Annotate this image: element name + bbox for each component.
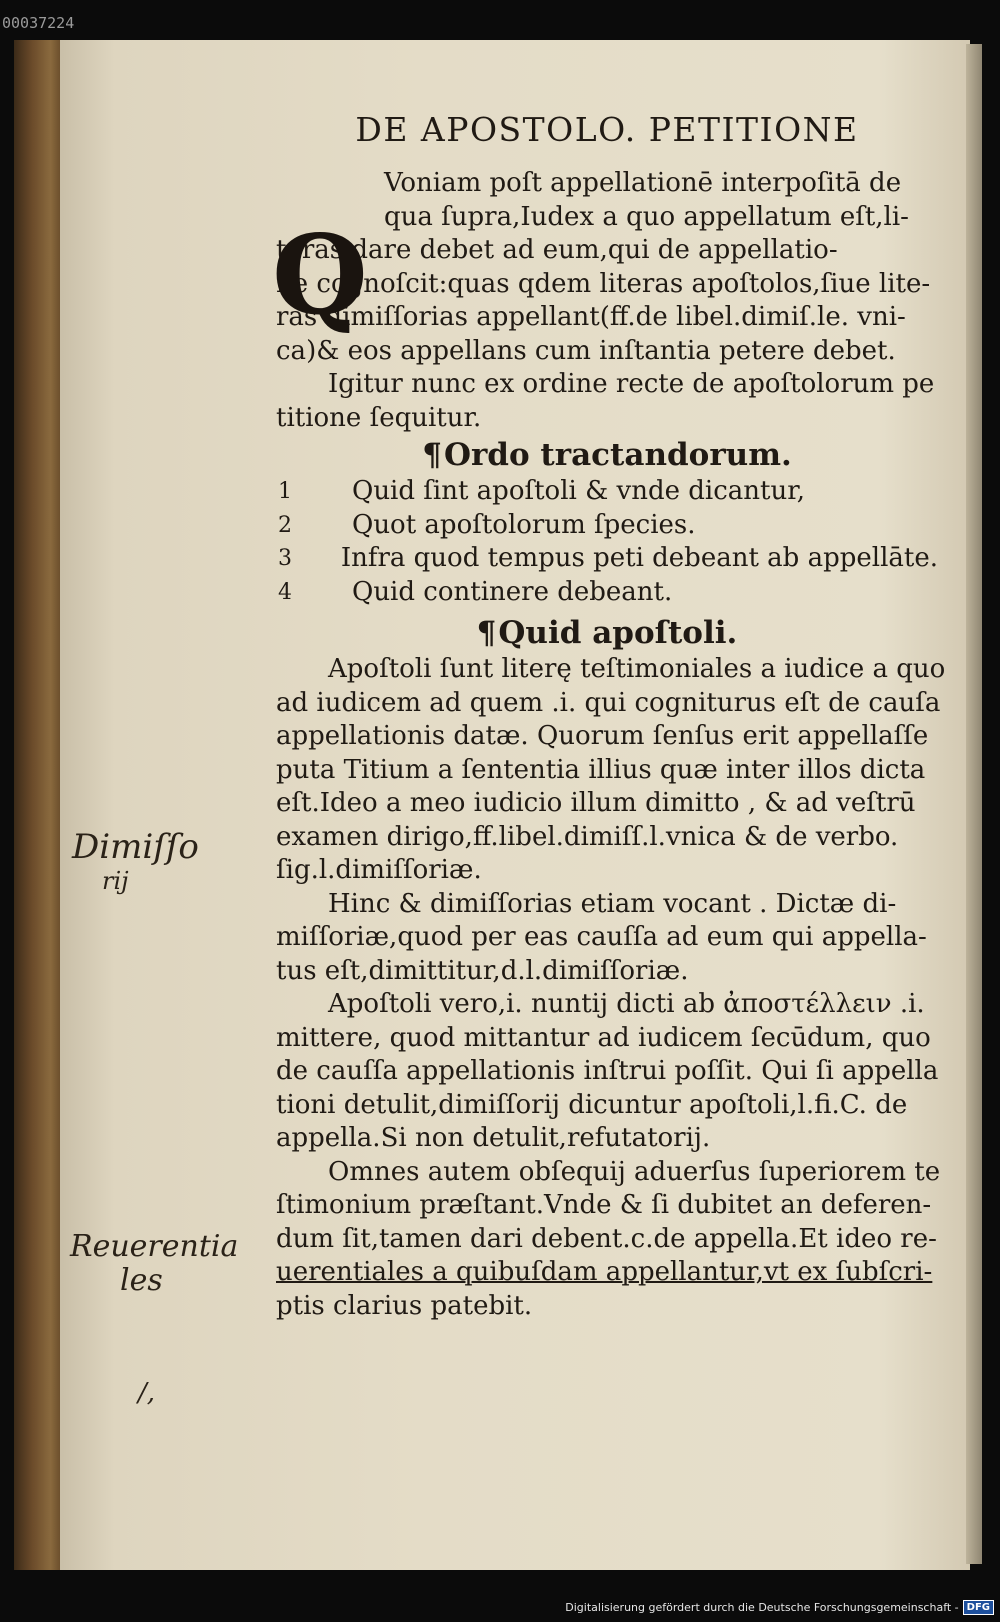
text-line: ne cognoſcit:quas qdem literas apoſtolos,ſiue lite-: [276, 268, 931, 299]
text-line: appellationis datæ. Quorum ſenſus erit appellaſſe: [276, 721, 929, 751]
paragraph-apostoli-vero: [276, 988, 938, 1156]
section-title-ordo: [276, 437, 938, 473]
text-line: Omnes autem obſequij aduerſus ſuperiorem te: [328, 1156, 941, 1187]
text-line: ptis clarius patebit.: [276, 1290, 533, 1321]
toc-item: [276, 576, 938, 610]
toc-number: 3: [278, 546, 292, 571]
text-line: mittere, quod mittantur ad iudicem ſecūdum, quo: [276, 1022, 931, 1053]
text-line: ſig.l.dimiſſoriæ.: [276, 855, 482, 885]
text-line: qua ſupra,Iudex a quo appellatum eſt,li-: [384, 201, 909, 232]
margin-note-dimissorii: [72, 827, 199, 898]
text-line: ad iudicem ad quem .i. qui cogniturus eſt de cauſa: [276, 687, 941, 718]
paragraph-omnes: [276, 1156, 941, 1324]
text-line: tus eſt,dimittitur,d.l.dimiſſoriæ.: [276, 955, 689, 986]
toc-list: [276, 475, 938, 609]
text-line-underlined: uerentiales a quibuſdam appellantur,vt ex ſubſcri-: [276, 1257, 933, 1287]
toc-number: 2: [278, 512, 292, 538]
toc-number: 1: [278, 479, 292, 504]
text-column: [272, 110, 946, 1323]
text-line: appella.Si non detulit,refutatorij.: [276, 1123, 711, 1153]
scan-id-label: 00037224: [2, 14, 75, 32]
margin-note-line: Dimiſſo: [72, 827, 199, 867]
toc-item: [276, 509, 938, 543]
text-line: dum ſit,tamen dari debent.c.de appella.Et ideo re-: [276, 1223, 937, 1254]
margin-mark: /,: [138, 1378, 156, 1408]
text-line: Hinc & dimiſſorias etiam vocant . Dictæ di-: [328, 888, 897, 919]
toc-number: 4: [278, 579, 292, 605]
toc-text: Quot apoſtolorum ſpecies.: [352, 509, 696, 540]
text-line: ras dimiſſorias appellant(ff.de libel.dimiſ.le. vni-: [276, 302, 906, 332]
text-line: ca)& eos appellans cum inſtantia petere debet.: [276, 335, 896, 366]
toc-item: [276, 542, 938, 576]
margin-note-reverentiales: [70, 1230, 238, 1298]
dfg-logo: DFG: [963, 1600, 994, 1615]
text-line: ſtimonium præſtant.Vnde & ſi dubitet an deferen-: [276, 1190, 932, 1220]
pilcrow-icon: ¶: [422, 437, 442, 473]
text-line: Apoſtoli ſunt literę teſtimoniales a iudice a quo: [328, 654, 946, 684]
digitization-footer: [565, 1600, 994, 1615]
section-title-text: Ordo tractandorum.: [443, 437, 792, 473]
text-line: Igitur nunc ex ordine recte de apoſtolorum pe: [328, 369, 935, 399]
text-line: tioni detulit,dimiſſorij dicuntur apoſtoli,l.fi.C. de: [276, 1089, 908, 1120]
toc-text: Quid continere debeant.: [352, 576, 673, 607]
toc-text: Quid ſint apoſtoli & vnde dicantur,: [352, 476, 806, 506]
text-line: examen dirigo,ff.libel.dimiſſ.l.vnica & de verbo.: [276, 821, 899, 852]
footer-text: Digitalisierung gefördert durch die Deutsche Forschungsgemeinschaft -: [565, 1601, 959, 1614]
toc-item: [276, 475, 938, 509]
margin-note-line: les: [120, 1263, 163, 1298]
text-line: Apoſtoli vero,i. nuntij dicti ab ἀποστέλλειν .i.: [328, 989, 925, 1019]
text-line: de cauſſa appellationis inſtrui poſſit. Qui ſi appella: [276, 1056, 939, 1086]
text-line: teras dare debet ad eum,qui de appellatio-: [276, 235, 838, 265]
book-spine: [14, 40, 66, 1570]
page-edge: [966, 44, 982, 1564]
text-line: miſſoriæ,quod per eas cauſſa ad eum qui appella-: [276, 922, 927, 952]
paragraph-hinc: [276, 888, 938, 989]
section-title-text: Quid apoſtoli.: [498, 615, 738, 651]
intro-paragraph-2: [276, 368, 938, 435]
toc-text: Infra quod tempus peti debeant ab appellāte.: [340, 543, 938, 573]
intro-paragraph: [272, 167, 938, 368]
text-line: titione ſequitur.: [276, 402, 482, 433]
section-title-quid: [276, 615, 938, 651]
margin-note-line: rij: [102, 867, 129, 895]
paragraph-apostoli: [276, 653, 946, 888]
margin-note-line: Reuerentia: [70, 1229, 239, 1264]
text-line: Voniam poſt appellationē interpoſitā de: [384, 168, 902, 198]
pilcrow-icon: ¶: [476, 615, 497, 651]
text-line: puta Titium a ſententia illius quæ inter illos dicta: [276, 754, 926, 785]
text-line: eſt.Ideo a meo iudicio illum dimitto , & ad veſtrū: [276, 788, 916, 818]
drop-cap: Q: [272, 210, 368, 339]
page-heading: DE APOSTOLO. PETITIONE: [355, 110, 859, 149]
